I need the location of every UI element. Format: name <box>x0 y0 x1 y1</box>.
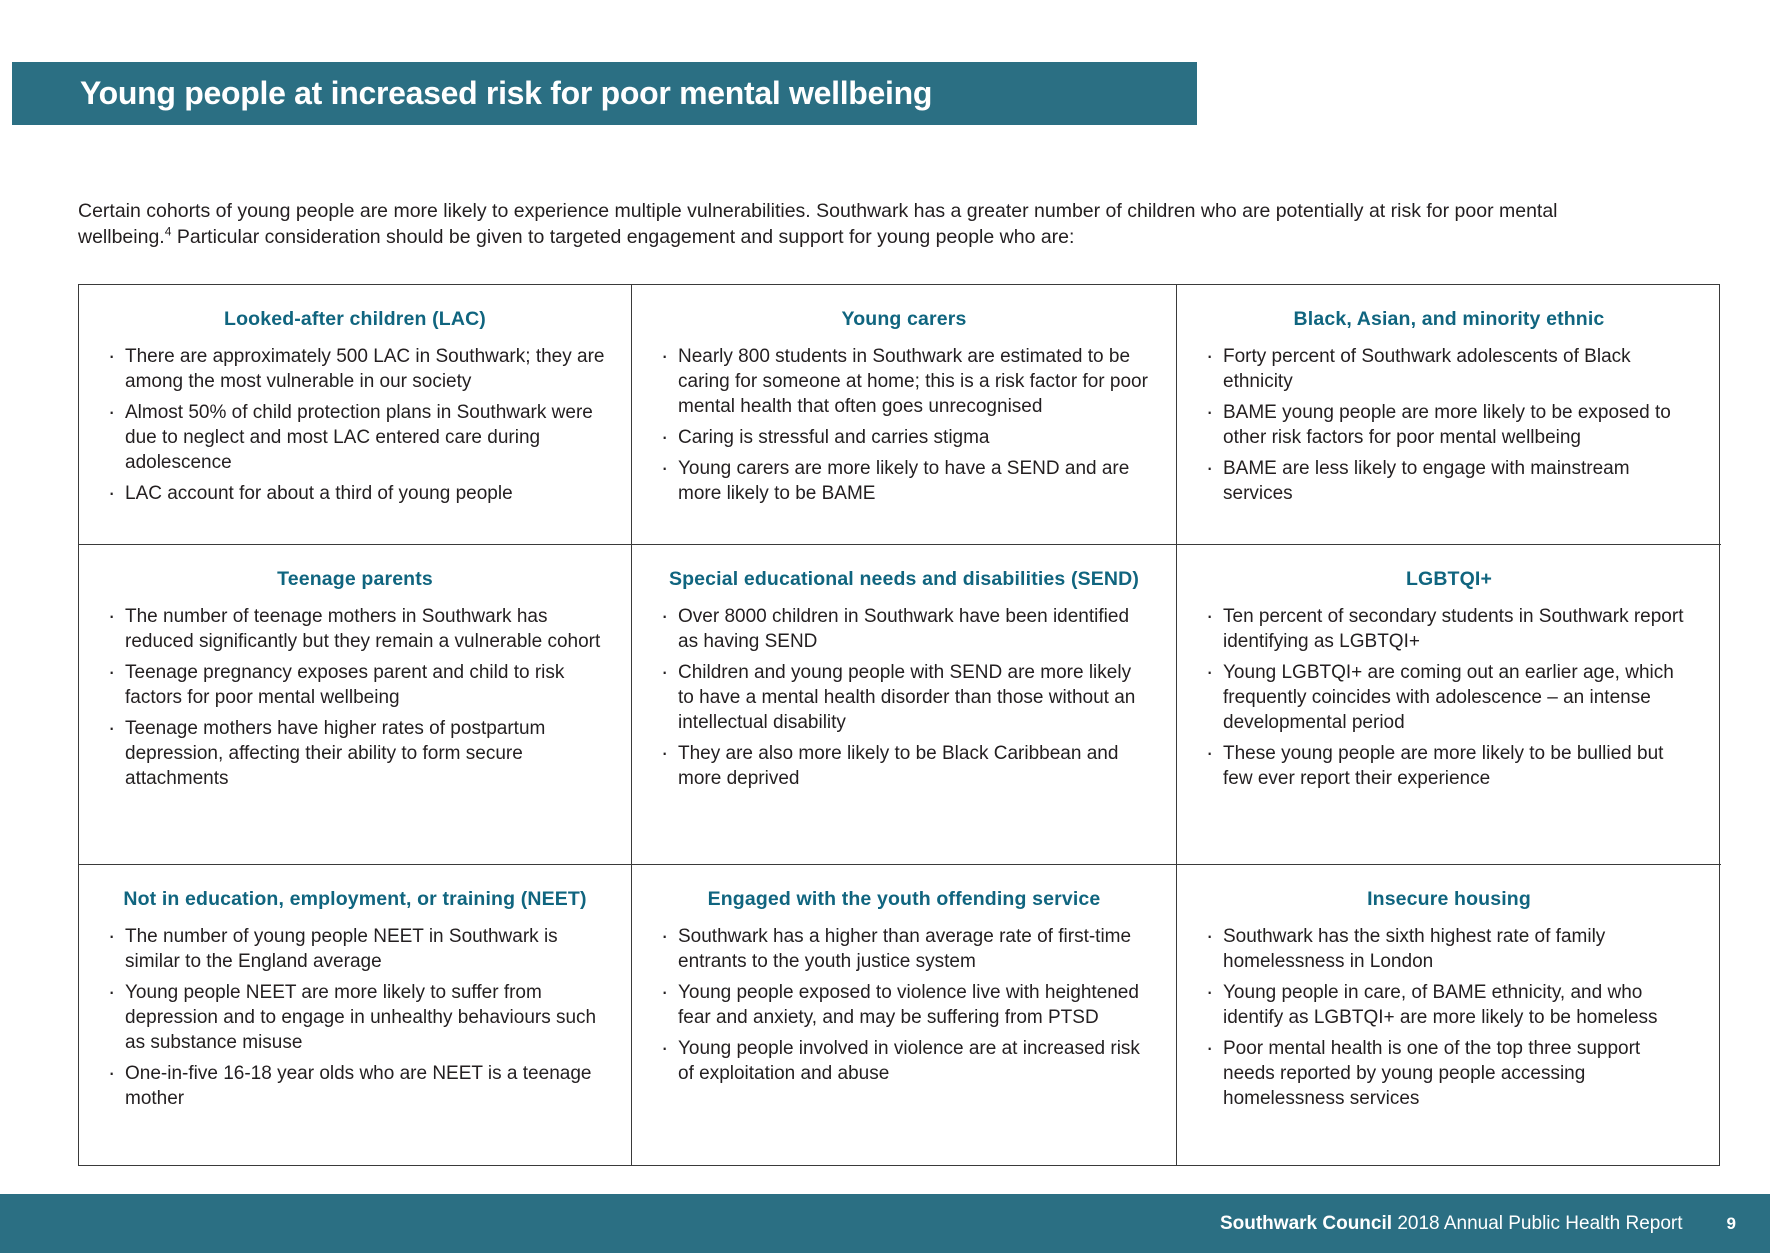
cohort-bullet-list <box>1203 344 1695 506</box>
list-item: · Young people involved in violence are at increased risk of exploitation and abuse <box>658 1036 1150 1086</box>
intro-paragraph <box>78 198 1638 250</box>
list-item: · These young people are more likely to be bullied but few ever report their experience <box>1203 741 1695 791</box>
cohort-heading: Not in education, employment, or training (NEET) <box>123 888 587 910</box>
cohort-heading: Young carers <box>841 308 967 330</box>
cohort-heading: Engaged with the youth offending service <box>707 888 1101 910</box>
page-title: Young people at increased risk for poor mental wellbeing <box>80 75 933 111</box>
cohort-bullet-list <box>1203 604 1695 791</box>
list-item: · Poor mental health is one of the top three support needs reported by young people accessing homelessness services <box>1203 1036 1695 1111</box>
cohort-bullet-list <box>105 344 605 506</box>
list-item: · Young people in care, of BAME ethnicity, and who identify as LGBTQI+ are more likely to be homeless <box>1203 980 1695 1030</box>
cohort-cell-send <box>632 545 1177 865</box>
list-item: · The number of young people NEET in Southwark is similar to the England average <box>105 924 605 974</box>
page-footer <box>0 1194 1770 1253</box>
list-item: · Young people NEET are more likely to suffer from depression and to engage in unhealthy behaviours such as substance misuse <box>105 980 605 1055</box>
list-item: · Over 8000 children in Southwark have been identified as having SEND <box>658 604 1150 654</box>
cohort-heading: Insecure housing <box>1367 888 1531 910</box>
footer-report-name: 2018 Annual Public Health Report <box>1392 1212 1683 1234</box>
cohort-bullet-list <box>658 604 1150 791</box>
cohort-heading: Teenage parents <box>277 568 433 590</box>
list-item: · The number of teenage mothers in Southwark has reduced significantly but they remain a vulnerable cohort <box>105 604 605 654</box>
cohort-cell-lgbtqi <box>1177 545 1721 865</box>
page-number: 9 <box>1726 1213 1736 1233</box>
cohort-bullet-list <box>105 924 605 1111</box>
list-item: · Teenage pregnancy exposes parent and child to risk factors for poor mental wellbeing <box>105 660 605 710</box>
cohort-cell-insecure-housing <box>1177 865 1721 1165</box>
page-title-banner <box>12 62 1197 125</box>
list-item: · Caring is stressful and carries stigma <box>658 425 1150 450</box>
list-item: · Almost 50% of child protection plans in Southwark were due to neglect and most LAC entered care during adolescence <box>105 400 605 475</box>
cohort-heading: LGBTQI+ <box>1405 568 1493 590</box>
cohort-heading: Special educational needs and disabilities (SEND) <box>668 568 1140 590</box>
cohort-bullet-list <box>105 604 605 791</box>
cohort-cell-neet <box>79 865 632 1165</box>
cohort-heading: Black, Asian, and minority ethnic <box>1293 308 1605 330</box>
cohort-bullet-list <box>658 924 1150 1086</box>
list-item: · Young people exposed to violence live with heightened fear and anxiety, and may be suffering from PTSD <box>658 980 1150 1030</box>
list-item: · Forty percent of Southwark adolescents of Black ethnicity <box>1203 344 1695 394</box>
intro-text-before-footnote: Certain cohorts of young people are more likely to experience multiple vulnerabilities. Southwark has a greater number of children who are potentially at risk for poor mental wellbeing. <box>78 200 1558 248</box>
cohort-cell-looked-after-children <box>79 285 632 545</box>
cohort-heading: Looked-after children (LAC) <box>224 308 486 330</box>
footnote-marker: 4 <box>164 224 172 239</box>
footer-report-title <box>1220 1213 1683 1235</box>
list-item: · Teenage mothers have higher rates of postpartum depression, affecting their ability to form secure attachments <box>105 716 605 791</box>
list-item: · LAC account for about a third of young people <box>105 481 605 506</box>
cohort-cell-teenage-parents <box>79 545 632 865</box>
list-item: · They are also more likely to be Black Caribbean and more deprived <box>658 741 1150 791</box>
list-item: · Southwark has a higher than average rate of first-time entrants to the youth justice system <box>658 924 1150 974</box>
cohort-bullet-list <box>658 344 1150 506</box>
list-item: · One-in-five 16-18 year olds who are NEET is a teenage mother <box>105 1061 605 1111</box>
cohort-grid <box>78 284 1720 1166</box>
list-item: · Ten percent of secondary students in Southwark report identifying as LGBTQI+ <box>1203 604 1695 654</box>
list-item: · Southwark has the sixth highest rate of family homelessness in London <box>1203 924 1695 974</box>
cohort-cell-youth-offending-service <box>632 865 1177 1165</box>
intro-text-after-footnote: Particular consideration should be given to targeted engagement and support for young people who are: <box>171 226 1075 248</box>
list-item: · Children and young people with SEND are more likely to have a mental health disorder than those without an intellectual disability <box>658 660 1150 735</box>
list-item: · There are approximately 500 LAC in Southwark; they are among the most vulnerable in our society <box>105 344 605 394</box>
footer-organisation: Southwark Council <box>1219 1212 1393 1234</box>
cohort-cell-black-asian-minority-ethnic <box>1177 285 1721 545</box>
cohort-cell-young-carers <box>632 285 1177 545</box>
cohort-bullet-list <box>1203 924 1695 1111</box>
list-item: · Nearly 800 students in Southwark are estimated to be caring for someone at home; this is a risk factor for poor mental health that often goes unrecognised <box>658 344 1150 419</box>
list-item: · BAME are less likely to engage with mainstream services <box>1203 456 1695 506</box>
list-item: · Young LGBTQI+ are coming out an earlier age, which frequently coincides with adolescence – an intense developmental period <box>1203 660 1695 735</box>
list-item: · BAME young people are more likely to be exposed to other risk factors for poor mental wellbeing <box>1203 400 1695 450</box>
list-item: · Young carers are more likely to have a SEND and are more likely to be BAME <box>658 456 1150 506</box>
